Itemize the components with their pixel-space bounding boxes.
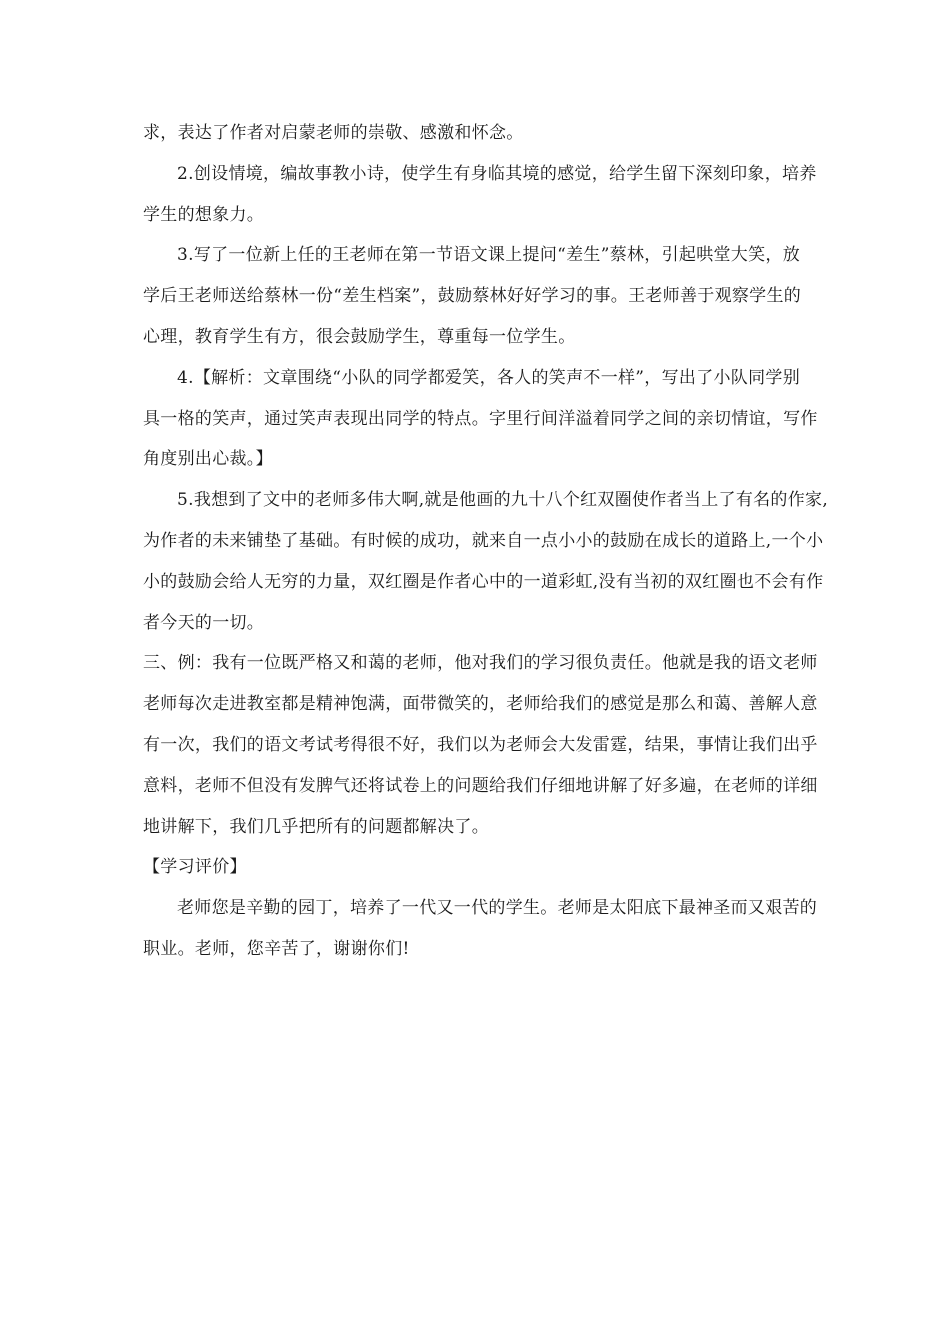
text-line: 老师您是辛勤的园丁，培养了一代又一代的学生。老师是太阳底下最神圣而又艰苦的 [177, 898, 818, 919]
text-line: 具一格的笑声，通过笑声表现出同学的特点。字里行间洋溢着同学之间的亲切情谊，写作 [143, 408, 818, 429]
text-line: 角度别出心裁。】 [143, 449, 273, 470]
text-line: 意料，老师不但没有发脾气还将试卷上的问题给我们仔细地讲解了好多遍，在老师的详细 [143, 775, 818, 796]
text-line: 2.创设情境，编故事教小诗，使学生有身临其境的感觉，给学生留下深刻印象，培养 [177, 163, 817, 184]
text-line: 心理，教育学生有方，很会鼓励学生，尊重每一位学生。 [143, 326, 576, 347]
document-body [143, 122, 829, 979]
text-line: 职业。老师，您辛苦了，谢谢你们! [143, 938, 410, 959]
text-line: 学后王老师送给蔡林一份“差生档案”，鼓励蔡林好好学习的事。王老师善于观察学生的 [143, 286, 802, 307]
text-line: 学生的想象力。 [143, 204, 265, 225]
section-heading: 三、例：我有一位既严格又和蔼的老师，他对我们的学习很负责任。他就是我的语文老师 [143, 653, 818, 674]
text-line: 5.我想到了文中的老师多伟大啊,就是他画的九十八个红双圈使作者当上了有名的作家, [177, 490, 829, 511]
text-line: 小的鼓励会给人无穷的力量，双红圈是作者心中的一道彩虹,没有当初的双红圈也不会有作 [143, 571, 824, 592]
text-line: 有一次，我们的语文考试考得很不好，我们以为老师会大发雷霆，结果，事情让我们出乎 [143, 734, 818, 755]
text-line: 者今天的一切。 [143, 612, 265, 633]
text-line: 3.写了一位新上任的王老师在第一节语文课上提问“差生”蔡林，引起哄堂大笑，放 [177, 245, 800, 266]
text-line: 老师每次走进教室都是精神饱满，面带微笑的，老师给我们的感觉是那么和蔼、善解人意 [143, 694, 818, 715]
text-line: 4.【解析：文章围绕“小队的同学都爱笑，各人的笑声不一样”，写出了小队同学别 [177, 367, 800, 388]
text-line: 求，表达了作者对启蒙老师的崇敬、感激和怀念。 [143, 123, 524, 143]
text-line: 为作者的未来铺垫了基础。有时候的成功，就来自一点小小的鼓励在成长的道路上,一个小 [143, 530, 824, 551]
text-line: 地讲解下，我们几乎把所有的问题都解决了。 [143, 816, 489, 837]
section-heading: 【学习评价】 [143, 857, 247, 878]
